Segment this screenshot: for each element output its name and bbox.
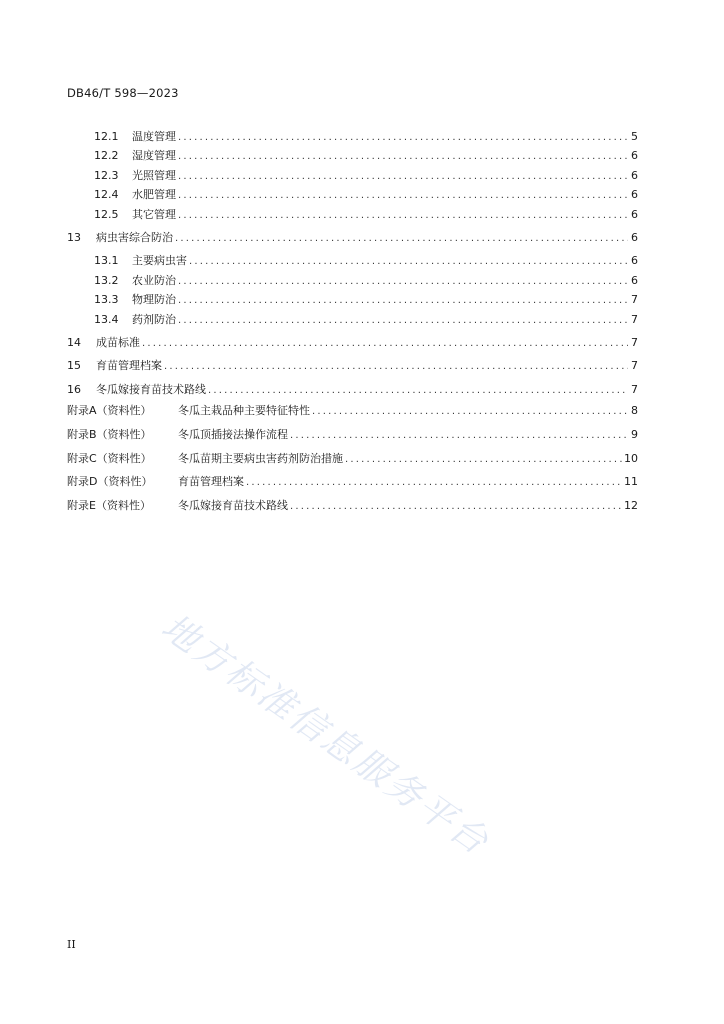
toc-leader-dots — [142, 334, 628, 353]
toc-entry-number: 附录A（资料性） — [67, 404, 152, 418]
toc-entry[interactable] — [67, 166, 638, 185]
toc-entry-title: 冬瓜顶插接法操作流程 — [178, 427, 288, 441]
toc-entry-title: 主要病虫害 — [132, 254, 187, 268]
toc-entry[interactable] — [67, 205, 638, 224]
toc-entry-number: 15 — [67, 359, 81, 373]
toc-leader-dots — [208, 381, 628, 400]
toc-entry-title: 冬瓜嫁接育苗技术路线 — [96, 382, 206, 396]
toc-leader-dots — [246, 471, 622, 495]
toc-entry-page: 7 — [631, 293, 638, 307]
toc-entry-title: 冬瓜嫁接育苗技术路线 — [178, 499, 288, 513]
toc-appendix-entry[interactable] — [67, 399, 638, 423]
toc-entry-page: 6 — [631, 188, 638, 202]
toc-leader-dots — [345, 448, 622, 472]
toc-entry-number: 13.2 — [94, 273, 119, 287]
toc-entry-number: 14 — [67, 335, 81, 349]
toc-entry-title: 病虫害综合防治 — [96, 230, 173, 244]
toc-entry-number: 12.1 — [94, 130, 119, 143]
toc-entry-number: 附录E（资料性） — [67, 499, 151, 513]
toc-entry[interactable] — [67, 380, 638, 399]
toc-leader-dots — [178, 206, 628, 225]
toc-entry-page: 6 — [631, 273, 638, 287]
toc-entry[interactable] — [67, 251, 638, 270]
toc-leader-dots — [290, 424, 628, 448]
toc-entry[interactable] — [67, 333, 638, 352]
toc-entry-number: 13.1 — [94, 254, 119, 268]
toc-entry-page: 7 — [631, 359, 638, 373]
toc-entry-title: 物理防治 — [132, 293, 176, 307]
toc-leader-dots — [178, 186, 628, 205]
toc-entry-number: 12.5 — [94, 207, 119, 221]
toc-entry-title: 湿度管理 — [132, 149, 176, 163]
watermark: 地方标准信息服务平台 — [153, 606, 497, 864]
toc-entry-page: 9 — [631, 427, 638, 441]
toc-entry-number: 12.3 — [94, 168, 119, 182]
toc-appendix-entry[interactable] — [67, 447, 638, 471]
toc-entry-page: 7 — [631, 382, 638, 396]
toc-entry[interactable] — [67, 290, 638, 309]
table-of-contents — [67, 127, 638, 518]
toc-entry-page: 6 — [631, 207, 638, 221]
toc-entry-page: 10 — [624, 451, 638, 465]
toc-entry-title: 冬瓜苗期主要病虫害药剂防治措施 — [178, 451, 343, 465]
toc-entry-page: 6 — [631, 230, 638, 244]
toc-entry-number: 12.4 — [94, 188, 119, 202]
toc-entry-page: 5 — [631, 130, 638, 143]
toc-entry-title: 冬瓜主栽品种主要特征特性 — [178, 404, 310, 418]
toc-entry-title: 水肥管理 — [132, 188, 176, 202]
toc-entry-page: 11 — [624, 475, 638, 489]
toc-entry-number: 16 — [67, 382, 81, 396]
toc-entry-page: 7 — [631, 335, 638, 349]
toc-entry[interactable] — [67, 228, 638, 247]
toc-entry-number: 12.2 — [94, 149, 119, 163]
toc-entry[interactable] — [67, 127, 638, 146]
toc-leader-dots — [189, 252, 628, 271]
toc-leader-dots — [312, 400, 628, 424]
toc-entry[interactable] — [67, 271, 638, 290]
toc-leader-dots — [178, 291, 628, 310]
toc-appendix-entry[interactable] — [67, 494, 638, 518]
toc-entry-page: 6 — [631, 149, 638, 163]
toc-leader-dots — [164, 357, 628, 376]
toc-leader-dots — [178, 167, 628, 186]
toc-entry[interactable] — [67, 356, 638, 375]
toc-appendix-entry[interactable] — [67, 470, 638, 494]
toc-entry-number: 13 — [67, 230, 81, 244]
toc-entry-page: 8 — [631, 404, 638, 418]
toc-entry-page: 6 — [631, 254, 638, 268]
toc-entry-number: 附录B（资料性） — [67, 427, 152, 441]
toc-leader-dots — [178, 272, 628, 291]
toc-entry-page: 6 — [631, 168, 638, 182]
toc-entry-number: 13.3 — [94, 293, 119, 307]
toc-appendix-entry[interactable] — [67, 423, 638, 447]
toc-leader-dots — [175, 229, 628, 248]
page-number: II — [67, 938, 76, 951]
toc-entry-title: 药剂防治 — [132, 312, 176, 326]
toc-entry-number: 附录C（资料性） — [67, 451, 152, 465]
toc-entry[interactable] — [67, 185, 638, 204]
toc-entry-title: 育苗管理档案 — [178, 475, 244, 489]
toc-entry-title: 温度管理 — [132, 130, 176, 143]
toc-leader-dots — [178, 311, 628, 330]
toc-entry-number: 13.4 — [94, 312, 119, 326]
toc-entry-title: 成苗标准 — [96, 335, 140, 349]
toc-entry[interactable] — [67, 310, 638, 329]
document-code: DB46/T 598—2023 — [67, 86, 179, 100]
toc-entry-title: 农业防治 — [132, 273, 176, 287]
toc-entry-number: 附录D（资料性） — [67, 475, 153, 489]
toc-entry-title: 光照管理 — [132, 168, 176, 182]
toc-leader-dots — [178, 147, 628, 166]
toc-entry-title: 育苗管理档案 — [96, 359, 162, 373]
toc-entry-page: 12 — [624, 499, 638, 513]
toc-leader-dots — [178, 128, 628, 147]
toc-entry-page: 7 — [631, 312, 638, 326]
toc-leader-dots — [290, 495, 622, 519]
toc-entry[interactable] — [67, 146, 638, 165]
toc-entry-title: 其它管理 — [132, 207, 176, 221]
